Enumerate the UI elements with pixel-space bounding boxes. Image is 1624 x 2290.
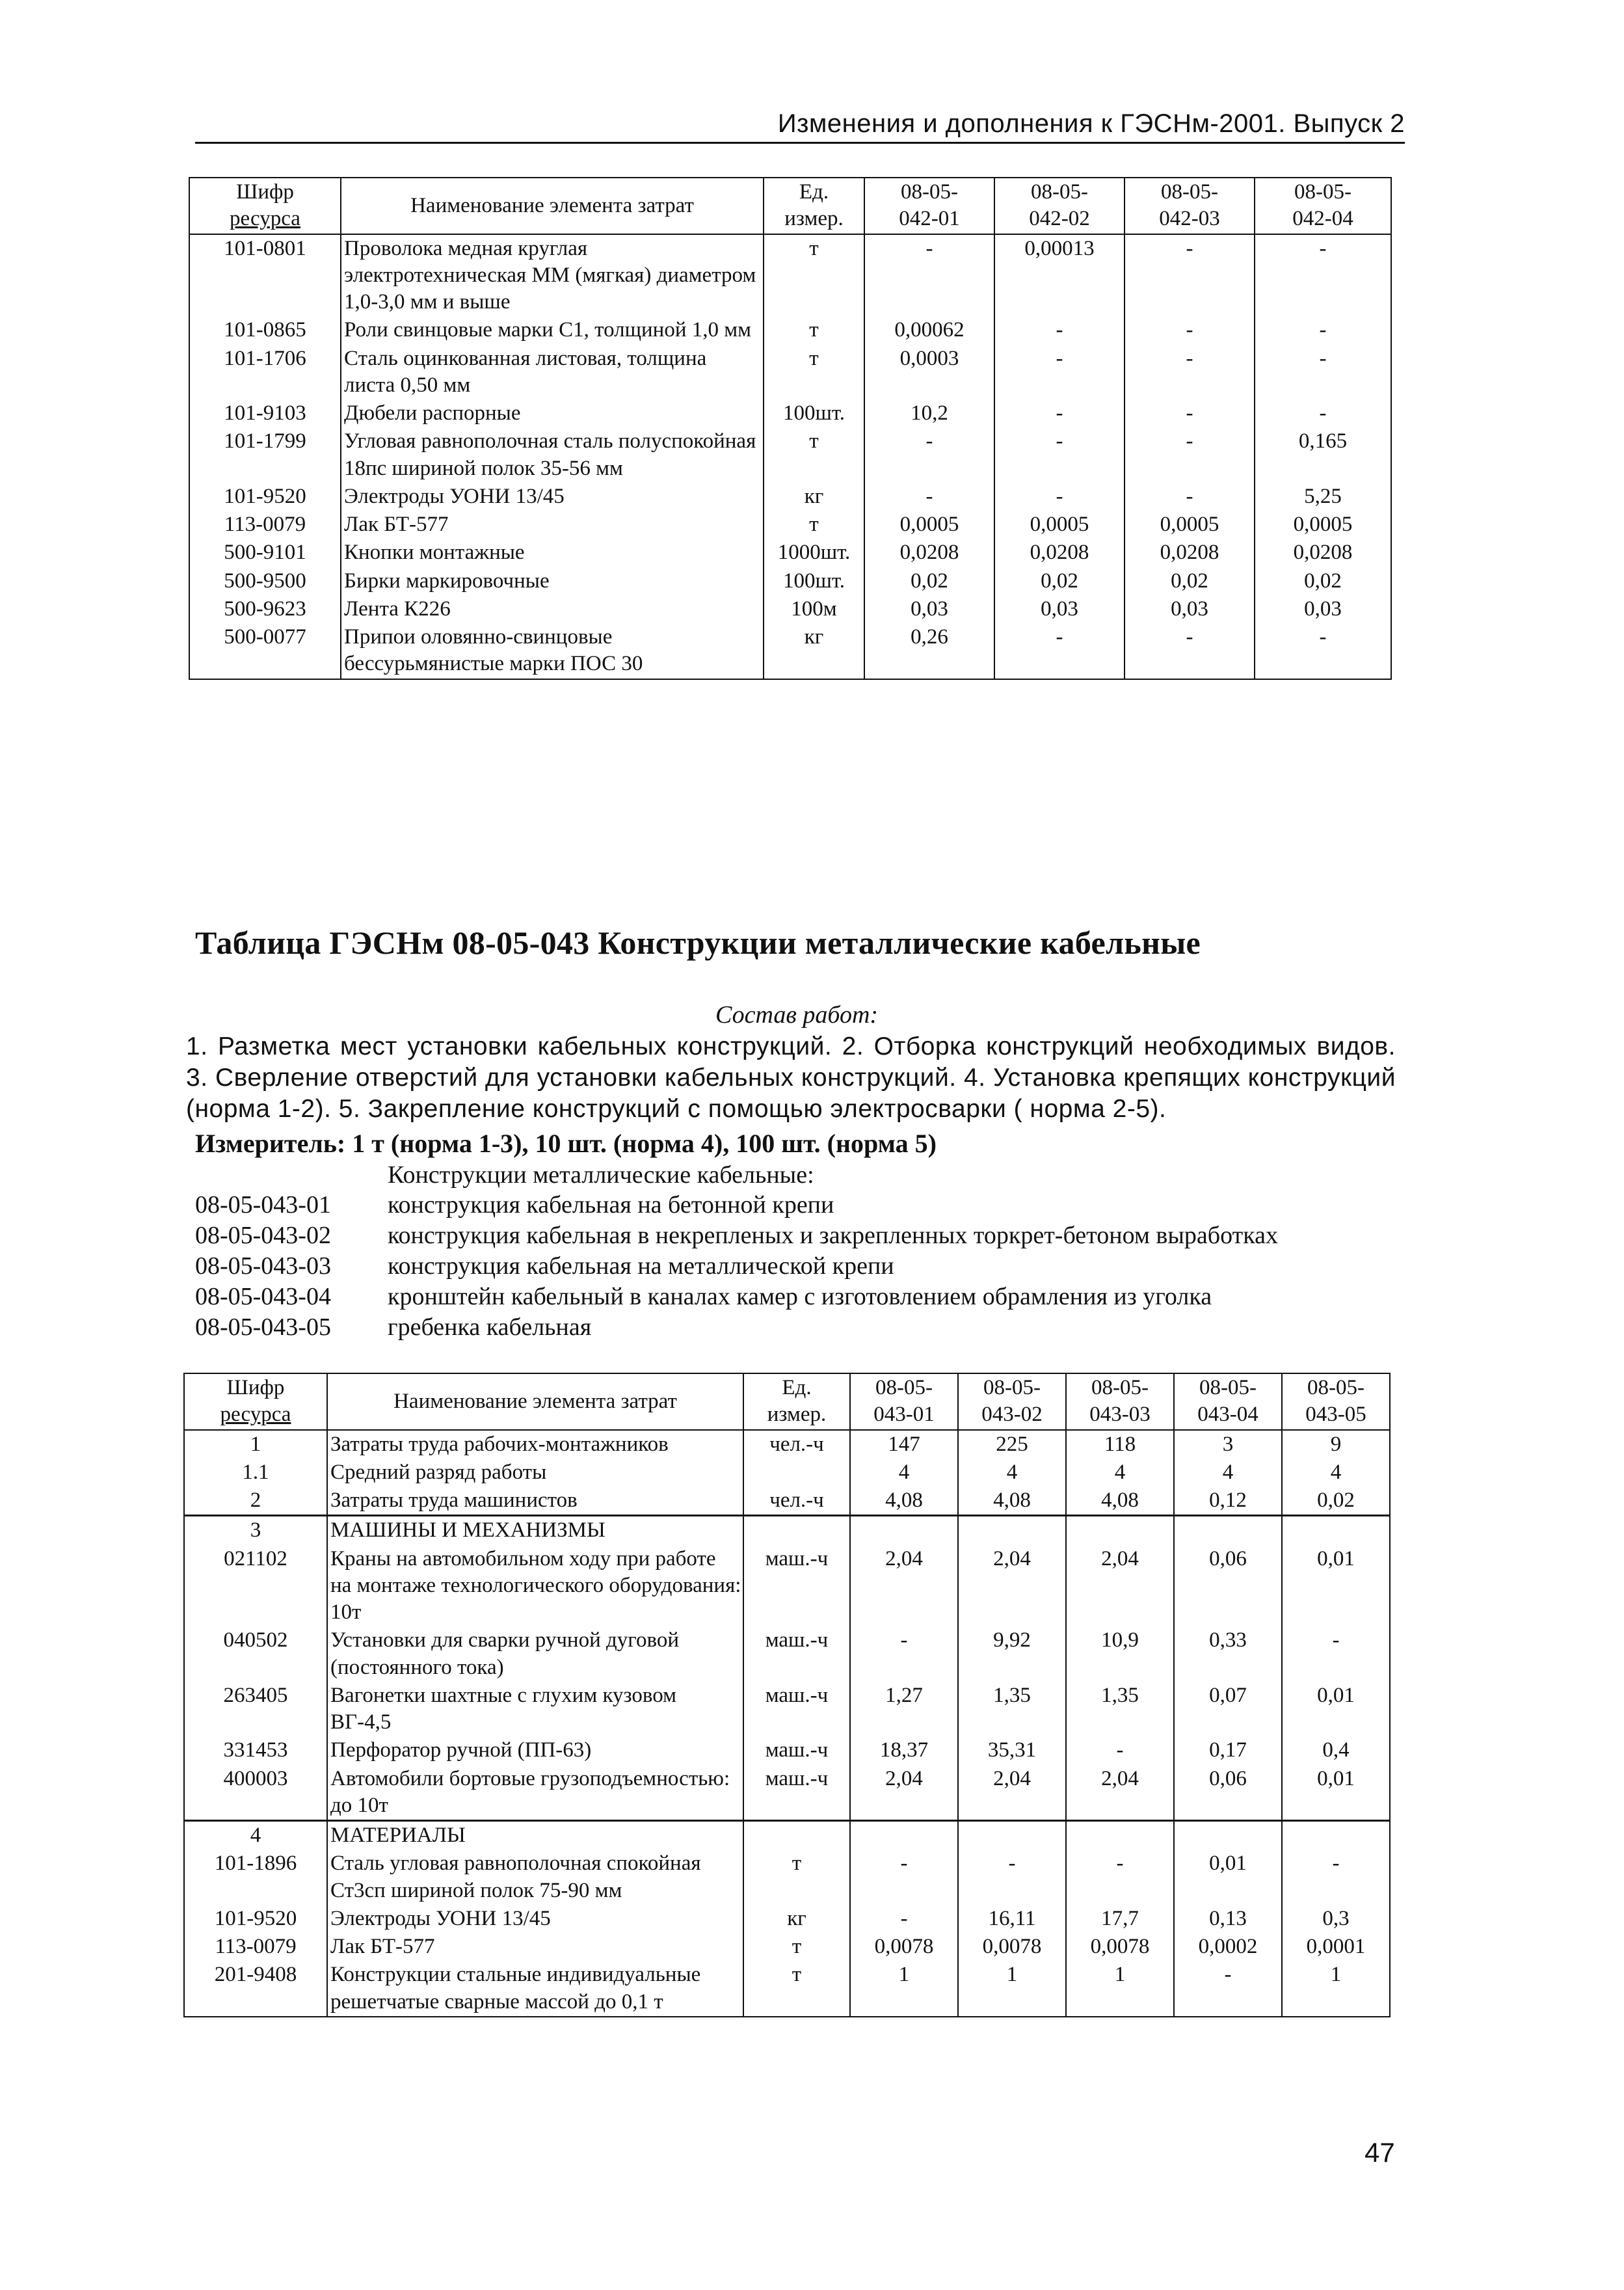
row-code: 101-1896 bbox=[184, 1850, 327, 1905]
row-value: - bbox=[850, 1626, 958, 1682]
row-value: 0,06 bbox=[1174, 1545, 1282, 1627]
row-value: 10,9 bbox=[1066, 1626, 1174, 1682]
header-col-5: 08-05- 043-05 bbox=[1282, 1373, 1390, 1430]
row-value: 0,0078 bbox=[1066, 1933, 1174, 1961]
row-unit bbox=[743, 1459, 850, 1487]
row-value: 2,04 bbox=[958, 1765, 1066, 1821]
row-value: 0,01 bbox=[1174, 1850, 1282, 1905]
row-code: 101-0801 bbox=[189, 234, 341, 317]
row-value: 3 bbox=[1174, 1430, 1282, 1459]
table-row bbox=[189, 511, 1391, 539]
page-number: 47 bbox=[1364, 2137, 1395, 2168]
section-code: 4 bbox=[184, 1821, 327, 1850]
table-row bbox=[189, 234, 1391, 317]
variant-item bbox=[195, 1313, 591, 1341]
table-row bbox=[184, 1487, 1390, 1516]
variant-code: 08-05-043-01 bbox=[195, 1191, 331, 1219]
row-value: - bbox=[1255, 345, 1391, 400]
variant-text: конструкция кабельная на металлической крепи bbox=[388, 1252, 894, 1280]
row-value: - bbox=[850, 1905, 958, 1933]
row-value: 35,31 bbox=[958, 1736, 1066, 1764]
row-value: 0,0005 bbox=[1255, 511, 1391, 539]
row-value: - bbox=[1125, 399, 1255, 427]
table-row bbox=[184, 1545, 1390, 1627]
row-value: 4 bbox=[958, 1459, 1066, 1487]
row-unit: кг bbox=[764, 623, 864, 679]
row-code: 500-9101 bbox=[189, 539, 341, 567]
row-name: Угловая равнополочная сталь полуспокойная 18пс шириной полок 35-56 мм bbox=[341, 427, 764, 483]
work-heading: Состав работ: bbox=[715, 1001, 879, 1029]
row-value: - bbox=[1066, 1736, 1174, 1764]
row-name: Дюбели распорные bbox=[341, 399, 764, 427]
row-unit: т bbox=[764, 316, 864, 344]
row-value: 1 bbox=[850, 1961, 958, 2017]
row-value: - bbox=[1282, 1626, 1390, 1682]
table-row bbox=[184, 1736, 1390, 1764]
row-value bbox=[958, 1516, 1066, 1545]
row-value: 0,0005 bbox=[1125, 511, 1255, 539]
row-unit: т bbox=[743, 1961, 850, 2017]
row-unit: чел.-ч bbox=[743, 1487, 850, 1516]
row-name: Вагонетки шахтные с глухим кузовом ВГ-4,5 bbox=[327, 1682, 743, 1737]
row-value bbox=[1174, 1821, 1282, 1850]
row-code: 101-9103 bbox=[189, 399, 341, 427]
row-unit: т bbox=[764, 511, 864, 539]
variants-intro: Конструкции металлические кабельные: bbox=[388, 1161, 814, 1189]
section-code: 3 bbox=[184, 1516, 327, 1545]
row-name: Конструкции стальные индивидуальные решетчатые сварные массой до 0,1 т bbox=[327, 1961, 743, 2017]
row-value: 0,02 bbox=[864, 567, 994, 595]
row-code: 263405 bbox=[184, 1682, 327, 1737]
row-value: - bbox=[1125, 623, 1255, 679]
row-unit: маш.-ч bbox=[743, 1626, 850, 1682]
header-col-1: 08-05- 043-01 bbox=[850, 1373, 958, 1430]
header-unit: Ед. измер. bbox=[743, 1373, 850, 1430]
row-value: 0,0078 bbox=[958, 1933, 1066, 1961]
row-value: 225 bbox=[958, 1430, 1066, 1459]
row-value: 4,08 bbox=[1066, 1487, 1174, 1516]
row-value: 4 bbox=[1282, 1459, 1390, 1487]
table-row bbox=[184, 1933, 1390, 1961]
table-row bbox=[189, 567, 1391, 595]
row-unit: т bbox=[764, 427, 864, 483]
variant-text: конструкция кабельная в некрепленых и закрепленных торкрет-бетоном выработках bbox=[388, 1222, 1278, 1249]
row-name: Бирки маркировочные bbox=[341, 567, 764, 595]
row-value: 0,12 bbox=[1174, 1487, 1282, 1516]
row-value: 0,4 bbox=[1282, 1736, 1390, 1764]
row-code: 500-9623 bbox=[189, 595, 341, 623]
row-value: 4 bbox=[1066, 1459, 1174, 1487]
row-value: 0,00013 bbox=[994, 234, 1125, 317]
row-value: 0,03 bbox=[1255, 595, 1391, 623]
header-name: Наименование элемента затрат bbox=[341, 178, 764, 234]
row-code: 500-0077 bbox=[189, 623, 341, 679]
variant-item bbox=[195, 1252, 894, 1280]
row-value: 18,37 bbox=[850, 1736, 958, 1764]
row-name: Лак БТ-577 bbox=[341, 511, 764, 539]
row-value: 16,11 bbox=[958, 1905, 1066, 1933]
table-row bbox=[189, 316, 1391, 344]
row-value: 0,13 bbox=[1174, 1905, 1282, 1933]
row-value: 1,35 bbox=[958, 1682, 1066, 1737]
row-name: Лента К226 bbox=[341, 595, 764, 623]
row-name: Средний разряд работы bbox=[327, 1459, 743, 1487]
row-unit bbox=[743, 1821, 850, 1850]
row-name: Краны на автомобильном ходу при работе на монтаже технологического оборудования: 10т bbox=[327, 1545, 743, 1627]
row-value: 1 bbox=[1066, 1961, 1174, 2017]
row-value: 0,0208 bbox=[864, 539, 994, 567]
header-col-4: 08-05- 042-04 bbox=[1255, 178, 1391, 234]
row-code: 331453 bbox=[184, 1736, 327, 1764]
row-value: 2,04 bbox=[1066, 1545, 1174, 1627]
row-value: - bbox=[994, 427, 1125, 483]
header-col-1: 08-05- 042-01 bbox=[864, 178, 994, 234]
row-name: Роли свинцовые марки С1, толщиной 1,0 мм bbox=[341, 316, 764, 344]
variant-text: гребенка кабельная bbox=[388, 1313, 592, 1341]
row-unit bbox=[743, 1516, 850, 1545]
row-code: 101-9520 bbox=[184, 1905, 327, 1933]
table-row bbox=[184, 1430, 1390, 1459]
row-value: - bbox=[1125, 345, 1255, 400]
row-value: 2,04 bbox=[1066, 1765, 1174, 1821]
header-col-3: 08-05- 042-03 bbox=[1125, 178, 1255, 234]
row-value: 0,33 bbox=[1174, 1626, 1282, 1682]
header-code: Шифр ресурса bbox=[184, 1373, 327, 1430]
row-value: 0,0208 bbox=[1125, 539, 1255, 567]
row-value: 0,00062 bbox=[864, 316, 994, 344]
table-row bbox=[184, 1765, 1390, 1821]
row-value: 147 bbox=[850, 1430, 958, 1459]
row-name: Затраты труда рабочих-монтажников bbox=[327, 1430, 743, 1459]
header-col-2: 08-05- 042-02 bbox=[994, 178, 1125, 234]
header-rule bbox=[195, 142, 1405, 144]
row-name: Сталь оцинкованная листовая, толщина листа 0,50 мм bbox=[341, 345, 764, 400]
row-value: 4 bbox=[1174, 1459, 1282, 1487]
row-value: 0,03 bbox=[994, 595, 1125, 623]
variant-code: 08-05-043-03 bbox=[195, 1252, 331, 1280]
row-value: - bbox=[864, 427, 994, 483]
row-value: 1,27 bbox=[850, 1682, 958, 1737]
header-col-3: 08-05- 043-03 bbox=[1066, 1373, 1174, 1430]
row-value: 0,06 bbox=[1174, 1765, 1282, 1821]
section-title: МАТЕРИАЛЫ bbox=[327, 1821, 743, 1850]
row-value: 2,04 bbox=[850, 1765, 958, 1821]
row-code: 101-0865 bbox=[189, 316, 341, 344]
row-value: - bbox=[1282, 1850, 1390, 1905]
row-value: 4,08 bbox=[958, 1487, 1066, 1516]
row-value: - bbox=[994, 345, 1125, 400]
row-value: 0,17 bbox=[1174, 1736, 1282, 1764]
row-value: 0,26 bbox=[864, 623, 994, 679]
row-value: 0,0003 bbox=[864, 345, 994, 400]
row-value: - bbox=[1125, 427, 1255, 483]
row-code: 201-9408 bbox=[184, 1961, 327, 2017]
row-unit: маш.-ч bbox=[743, 1545, 850, 1627]
table-row bbox=[184, 1961, 1390, 2017]
row-value: 1,35 bbox=[1066, 1682, 1174, 1737]
row-name: Автомобили бортовые грузоподъемностью: до 10т bbox=[327, 1765, 743, 1821]
header-unit: Ед. измер. bbox=[764, 178, 864, 234]
work-description: 1. Разметка мест установки кабельных конструкций. 2. Отборка конструкций необходимых видов. 3. Сверление отверстий для установки кабельных конструкций. 4. Установка крепящих конструкций (норма 1-2). 5. Закрепление конструкций с помощью электросварки ( норма 2-5). bbox=[186, 1032, 1396, 1123]
row-value: 0,0005 bbox=[994, 511, 1125, 539]
table-row bbox=[189, 595, 1391, 623]
row-value: 4 bbox=[850, 1459, 958, 1487]
row-value: - bbox=[1255, 399, 1391, 427]
row-code: 113-0079 bbox=[189, 511, 341, 539]
row-value: 0,02 bbox=[1255, 567, 1391, 595]
section-title: МАШИНЫ И МЕХАНИЗМЫ bbox=[327, 1516, 743, 1545]
row-value: 0,0208 bbox=[994, 539, 1125, 567]
row-unit: маш.-ч bbox=[743, 1682, 850, 1737]
row-name: Лак БТ-577 bbox=[327, 1933, 743, 1961]
running-header: Изменения и дополнения к ГЭСНм-2001. Выпуск 2 bbox=[777, 109, 1405, 138]
row-value bbox=[850, 1516, 958, 1545]
row-value: - bbox=[994, 483, 1125, 511]
row-value: 17,7 bbox=[1066, 1905, 1174, 1933]
row-value: 0,01 bbox=[1282, 1545, 1390, 1627]
row-value: - bbox=[1125, 483, 1255, 511]
row-value: 5,25 bbox=[1255, 483, 1391, 511]
row-value: 9,92 bbox=[958, 1626, 1066, 1682]
row-name: Припои оловянно-свинцовые бессурьмянистые марки ПОС 30 bbox=[341, 623, 764, 679]
row-value: 10,2 bbox=[864, 399, 994, 427]
header-name: Наименование элемента затрат bbox=[327, 1373, 743, 1430]
table-row bbox=[184, 1850, 1390, 1905]
row-name: Электроды УОНИ 13/45 bbox=[327, 1905, 743, 1933]
row-value bbox=[1282, 1516, 1390, 1545]
row-value: - bbox=[864, 483, 994, 511]
row-value: 0,0078 bbox=[850, 1933, 958, 1961]
resources-table-043 bbox=[183, 1373, 1391, 2017]
row-unit: т bbox=[743, 1850, 850, 1905]
row-name: Перфоратор ручной (ПП-63) bbox=[327, 1736, 743, 1764]
row-value: 0,165 bbox=[1255, 427, 1391, 483]
measure-unit: Измеритель: 1 т (норма 1-3), 10 шт. (норма 4), 100 шт. (норма 5) bbox=[195, 1129, 937, 1158]
row-value: 118 bbox=[1066, 1430, 1174, 1459]
row-value: 1 bbox=[958, 1961, 1066, 2017]
row-value: 0,0005 bbox=[864, 511, 994, 539]
row-value: 0,0208 bbox=[1255, 539, 1391, 567]
row-value: - bbox=[1255, 234, 1391, 317]
header-col-4: 08-05- 043-04 bbox=[1174, 1373, 1282, 1430]
table-row bbox=[184, 1905, 1390, 1933]
table-row bbox=[189, 539, 1391, 567]
row-value: - bbox=[1125, 316, 1255, 344]
row-name: Установки для сварки ручной дуговой (постоянного тока) bbox=[327, 1626, 743, 1682]
row-value: - bbox=[994, 623, 1125, 679]
row-unit: кг bbox=[764, 483, 864, 511]
row-unit: маш.-ч bbox=[743, 1736, 850, 1764]
row-code: 021102 bbox=[184, 1545, 327, 1627]
row-unit: кг bbox=[743, 1905, 850, 1933]
row-value bbox=[958, 1821, 1066, 1850]
variant-code: 08-05-043-04 bbox=[195, 1283, 331, 1310]
table-row bbox=[189, 623, 1391, 679]
row-value: - bbox=[994, 399, 1125, 427]
table-row bbox=[184, 1682, 1390, 1737]
table-title: Таблица ГЭСНм 08-05-043 Конструкции металлические кабельные bbox=[195, 924, 1201, 961]
row-value: - bbox=[1174, 1961, 1282, 2017]
row-value: 0,3 bbox=[1282, 1905, 1390, 1933]
resources-table-042 bbox=[189, 177, 1392, 680]
row-value: - bbox=[1125, 234, 1255, 317]
row-value: 1 bbox=[1282, 1961, 1390, 2017]
row-value bbox=[1282, 1821, 1390, 1850]
row-value: - bbox=[994, 316, 1125, 344]
row-value: 0,07 bbox=[1174, 1682, 1282, 1737]
row-value bbox=[1174, 1516, 1282, 1545]
variant-text: конструкция кабельная на бетонной крепи bbox=[388, 1191, 834, 1219]
row-value: 0,03 bbox=[864, 595, 994, 623]
row-unit: т bbox=[764, 345, 864, 400]
row-code: 040502 bbox=[184, 1626, 327, 1682]
section-row bbox=[184, 1821, 1390, 1850]
row-name: Затраты труда машинистов bbox=[327, 1487, 743, 1516]
variant-item bbox=[195, 1221, 1278, 1250]
table-row bbox=[189, 427, 1391, 483]
row-code: 2 bbox=[184, 1487, 327, 1516]
row-code: 101-9520 bbox=[189, 483, 341, 511]
row-code: 500-9500 bbox=[189, 567, 341, 595]
row-unit: 100м bbox=[764, 595, 864, 623]
section-row bbox=[184, 1516, 1390, 1545]
header-col-2: 08-05- 043-02 bbox=[958, 1373, 1066, 1430]
table-row bbox=[184, 1626, 1390, 1682]
row-value: - bbox=[850, 1850, 958, 1905]
variant-text: кронштейн кабельный в каналах камер с изготовлением обрамления из уголка bbox=[388, 1283, 1212, 1310]
row-value: 9 bbox=[1282, 1430, 1390, 1459]
row-value: - bbox=[1255, 316, 1391, 344]
table-row bbox=[184, 1459, 1390, 1487]
row-value: 0,01 bbox=[1282, 1682, 1390, 1737]
row-value: - bbox=[1066, 1850, 1174, 1905]
variant-item bbox=[195, 1282, 1212, 1311]
row-value bbox=[1066, 1516, 1174, 1545]
row-value: 0,0001 bbox=[1282, 1933, 1390, 1961]
row-name: Сталь угловая равнополочная спокойная Ст3сп шириной полок 75-90 мм bbox=[327, 1850, 743, 1905]
row-unit: 100шт. bbox=[764, 399, 864, 427]
row-value: 0,02 bbox=[1125, 567, 1255, 595]
row-code: 1.1 bbox=[184, 1459, 327, 1487]
variant-code: 08-05-043-02 bbox=[195, 1222, 331, 1249]
variant-code: 08-05-043-05 bbox=[195, 1313, 331, 1341]
row-value: 0,01 bbox=[1282, 1765, 1390, 1821]
row-value: - bbox=[864, 234, 994, 317]
row-value: 0,0002 bbox=[1174, 1933, 1282, 1961]
row-value: 0,03 bbox=[1125, 595, 1255, 623]
table-row bbox=[189, 399, 1391, 427]
table-row bbox=[189, 345, 1391, 400]
table-row bbox=[189, 483, 1391, 511]
row-name: Электроды УОНИ 13/45 bbox=[341, 483, 764, 511]
row-value: 0,02 bbox=[994, 567, 1125, 595]
row-value bbox=[850, 1821, 958, 1850]
row-code: 113-0079 bbox=[184, 1933, 327, 1961]
row-unit: 1000шт. bbox=[764, 539, 864, 567]
header-code: Шифр ресурса bbox=[189, 178, 341, 234]
row-name: Кнопки монтажные bbox=[341, 539, 764, 567]
row-code: 101-1799 bbox=[189, 427, 341, 483]
row-code: 101-1706 bbox=[189, 345, 341, 400]
row-unit: т bbox=[743, 1933, 850, 1961]
row-unit: чел.-ч bbox=[743, 1430, 850, 1459]
row-value: 2,04 bbox=[850, 1545, 958, 1627]
row-value: 4,08 bbox=[850, 1487, 958, 1516]
row-code: 1 bbox=[184, 1430, 327, 1459]
row-value: - bbox=[1255, 623, 1391, 679]
row-value bbox=[1066, 1821, 1174, 1850]
row-value: 2,04 bbox=[958, 1545, 1066, 1627]
row-code: 400003 bbox=[184, 1765, 327, 1821]
row-unit: маш.-ч bbox=[743, 1765, 850, 1821]
row-value: - bbox=[958, 1850, 1066, 1905]
row-name: Проволока медная круглая электротехническая ММ (мягкая) диаметром 1,0-3,0 мм и выше bbox=[341, 234, 764, 317]
row-unit: 100шт. bbox=[764, 567, 864, 595]
variant-item bbox=[195, 1191, 834, 1219]
row-unit: т bbox=[764, 234, 864, 317]
row-value: 0,02 bbox=[1282, 1487, 1390, 1516]
